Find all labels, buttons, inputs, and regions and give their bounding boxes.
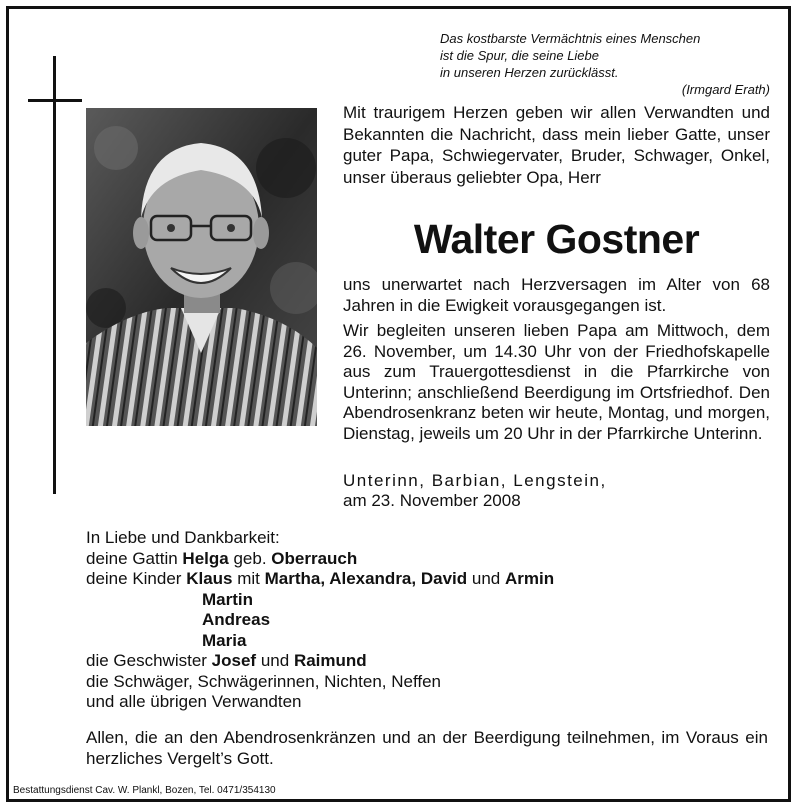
wife-prefix: deine Gattin [86, 548, 178, 568]
und-word: und [471, 569, 501, 588]
child-name: Martin [202, 589, 253, 609]
wife-line [86, 549, 776, 570]
mourners-list [86, 528, 776, 713]
funeral-service-footer: Bestattungsdienst Cav. W. Plankl, Bozen, Tel. 0471/354130 [13, 785, 276, 796]
sibling-name: Josef [211, 651, 257, 670]
wife-maiden-name: Oberrauch [271, 548, 358, 568]
deceased-name: Walter Gostner [413, 216, 700, 262]
funeral-details-text: Wir begleiten unseren lieben Papa am Mittwoch, dem 26. November, um 14.30 Uhr von der Friedhofskapelle aus zum Trauergottesdienst in die Pfarrkirche von Unterinn; anschließend Beerdigung im Ortsfriedhof. Den Abendrosenkranz beten wir heute, Montag, und morgen, Dienstag, jeweils um 20 Uhr in der Pfarrkirche Unterinn. [343, 321, 770, 443]
grandchildren-names: Martha, Alexandra, David [264, 569, 468, 588]
siblings-line [86, 651, 776, 672]
memorial-quote [440, 30, 770, 98]
portrait-photo [86, 108, 317, 426]
mit-word: mit [237, 569, 260, 588]
cross-icon [53, 56, 56, 494]
quote-line: ist die Spur, die seine Liebe [440, 48, 599, 63]
date-line: am 23. November 2008 [343, 491, 521, 510]
place-line: Unterinn, Barbian, Lengstein, [343, 471, 607, 490]
und-word: und [260, 651, 290, 670]
sibling-name: Raimund [293, 651, 367, 670]
quote-author: (Irmgard Erath) [681, 82, 770, 97]
children-line [86, 569, 776, 590]
death-notice-text: uns unerwartet nach Herzversagen im Alter von 68 Jahren in die Ewigkeit vorausgegangen ist. [343, 275, 770, 315]
child-name: Klaus [186, 569, 233, 588]
wife-name: Helga [182, 548, 229, 568]
grandchild-name: Armin [504, 569, 555, 588]
wife-geb: geb. [233, 548, 267, 568]
mourners-heading: In Liebe und Dankbarkeit: [86, 528, 280, 547]
quote-line: in unseren Herzen zurücklässt. [440, 65, 619, 80]
quote-line: Das kostbarste Vermächtnis eines Menschen [440, 31, 701, 46]
siblings-prefix: die Geschwister [86, 651, 207, 670]
child-name: Andreas [202, 610, 271, 629]
children-prefix: deine Kinder [86, 569, 182, 588]
intro-text: Mit traurigem Herzen geben wir allen Verwandten und Bekannten die Nachricht, dass mein lieber Gatte, unser guter Papa, Schwiegervater, Bruder, Schwager, Onkel, unser überaus geliebter Opa, Herr [343, 103, 770, 187]
thanks-text: Allen, die an den Abendrosenkränzen und an der Beerdigung teilnehmen, im Voraus ein herzliches Vergelt’s Gott. [86, 728, 768, 768]
inlaws-line: die Schwäger, Schwägerinnen, Nichten, Neffen [86, 671, 442, 691]
relatives-line: und alle übrigen Verwandten [86, 692, 302, 711]
child-name: Maria [202, 630, 247, 650]
cross-icon-bar [28, 99, 82, 102]
